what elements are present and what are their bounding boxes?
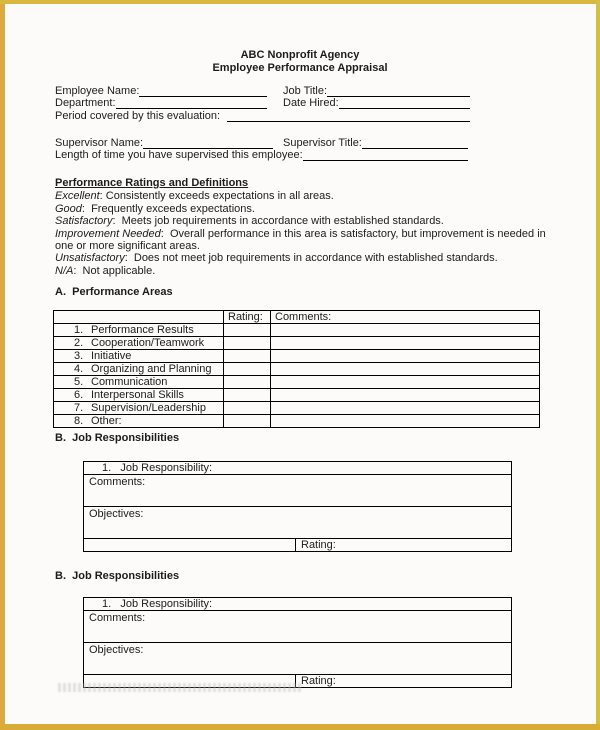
objectives-label: Objectives:: [89, 508, 144, 520]
comments-row: [84, 475, 512, 507]
table-row: [54, 402, 540, 415]
definition-improvement-needed: Improvement Needed: Overall performance in this area is satisfactory, but improvement is needed in one or more significant areas.: [55, 227, 549, 253]
rating-cell[interactable]: [224, 402, 271, 415]
area-label-cell: 7. Supervision/Leadership: [54, 402, 224, 415]
area-label-cell: 1. Performance Results: [54, 324, 224, 337]
rating-cell[interactable]: [224, 324, 271, 337]
supervisor-title-label: Supervisor Title:: [283, 136, 362, 149]
rating-cell[interactable]: [224, 337, 271, 350]
ratings-definitions-section: [55, 177, 555, 277]
definition-good: Good: Frequently exceeds expectations.: [55, 202, 255, 215]
objectives-row: [84, 643, 512, 675]
comments-cell[interactable]: [271, 402, 540, 415]
area-label-cell: 3. Initiative: [54, 350, 224, 363]
comments-cell[interactable]: [271, 337, 540, 350]
rating-cell[interactable]: [224, 389, 271, 402]
objectives-row: [84, 507, 512, 539]
table-row: [54, 337, 540, 350]
section-b2-heading: B. Job Responsibilities: [55, 570, 180, 582]
rating-cell[interactable]: [224, 363, 271, 376]
rating-label: Rating:: [301, 675, 336, 687]
comments-cell[interactable]: [271, 415, 540, 428]
table-row: [54, 389, 540, 402]
frame-border-right: [596, 0, 600, 730]
length-supervised-field[interactable]: [303, 150, 468, 161]
job-responsibility-table-1: [83, 461, 512, 552]
supervisor-info-fields: [55, 136, 468, 161]
responsibility-cell[interactable]: [84, 598, 512, 611]
comments-label: Comments:: [89, 612, 146, 624]
department-field[interactable]: [116, 98, 267, 109]
table-header-row: [54, 311, 540, 324]
job-responsibility-table-2: [83, 597, 512, 688]
comments-cell[interactable]: [271, 350, 540, 363]
table-row: [54, 363, 540, 376]
objectives-cell[interactable]: [84, 643, 512, 675]
rating-cell[interactable]: [224, 376, 271, 389]
rating-column-header: Rating:: [224, 311, 271, 324]
responsibility-label: 1. Job Responsibility:: [102, 598, 213, 610]
section-b1-heading: B. Job Responsibilities: [55, 432, 180, 444]
comments-cell[interactable]: [84, 611, 512, 643]
length-supervised-label: Length of time you have supervised this employee:: [55, 149, 303, 161]
rating-label: Rating:: [301, 539, 336, 551]
comments-cell[interactable]: [271, 389, 540, 402]
rating-cell[interactable]: [224, 415, 271, 428]
objectives-label: Objectives:: [89, 644, 144, 656]
area-label-cell: 8. Other:: [54, 415, 224, 428]
responsibility-cell[interactable]: [84, 462, 512, 475]
job-title-field[interactable]: [327, 86, 470, 97]
watermark-smudge: [58, 683, 303, 692]
definition-satisfactory: Satisfactory: Meets job requirements in accordance with established standards.: [55, 215, 444, 228]
department-label: Department:: [55, 97, 116, 109]
area-label-cell: 4. Organizing and Planning: [54, 363, 224, 376]
rating-row: [84, 539, 512, 552]
comments-cell[interactable]: [271, 324, 540, 337]
table-row: [54, 350, 540, 363]
responsibility-row: [84, 462, 512, 475]
responsibility-row: [84, 598, 512, 611]
rating-empty-cell[interactable]: [84, 539, 296, 552]
section-a-heading: A. Performance Areas: [55, 286, 173, 298]
table-row: [54, 415, 540, 428]
comments-label: Comments:: [89, 476, 146, 488]
frame-border-left: [0, 0, 5, 730]
table-row: [54, 324, 540, 337]
area-label-cell: 2. Cooperation/Teamwork: [54, 337, 224, 350]
table-row: [54, 376, 540, 389]
responsibility-label: 1. Job Responsibility:: [102, 462, 213, 474]
title-block: [0, 49, 600, 75]
date-hired-label: Date Hired:: [283, 97, 339, 109]
employee-name-field[interactable]: [139, 86, 267, 97]
comments-cell[interactable]: [271, 363, 540, 376]
definition-unsatisfactory: Unsatisfactory: Does not meet job requirements in accordance with established standards.: [55, 252, 498, 265]
period-covered-label: Period covered by this evaluation:: [55, 109, 221, 122]
supervisor-name-label: Supervisor Name:: [55, 136, 144, 149]
area-label-cell: 5. Communication: [54, 376, 224, 389]
supervisor-title-field[interactable]: [362, 138, 468, 149]
objectives-cell[interactable]: [84, 507, 512, 539]
comments-cell[interactable]: [271, 376, 540, 389]
job-title-label: Job Title:: [283, 84, 328, 97]
comments-row: [84, 611, 512, 643]
rating-cell[interactable]: [296, 539, 512, 552]
org-name: ABC Nonprofit Agency: [240, 49, 360, 61]
date-hired-field[interactable]: [339, 98, 470, 109]
employee-info-fields: [55, 84, 470, 122]
frame-border-bottom: [0, 724, 600, 730]
supervisor-name-field[interactable]: [143, 138, 273, 149]
performance-areas-table: [53, 310, 540, 428]
rating-cell[interactable]: [296, 675, 512, 688]
employee-name-label: Employee Name:: [55, 84, 140, 97]
area-label-cell: 6. Interpersonal Skills: [54, 389, 224, 402]
period-covered-field[interactable]: [227, 111, 470, 122]
frame-border-top: [0, 0, 600, 4]
definition-excellent: Excellent: Consistently exceeds expectations in all areas.: [55, 190, 334, 203]
ratings-heading: Performance Ratings and Definitions: [55, 177, 249, 189]
comments-column-header: Comments:: [271, 311, 540, 324]
empty-header-cell: [54, 311, 224, 324]
rating-cell[interactable]: [224, 350, 271, 363]
definition-na: N/A: Not applicable.: [55, 264, 156, 277]
document-title: Employee Performance Appraisal: [212, 62, 388, 74]
comments-cell[interactable]: [84, 475, 512, 507]
